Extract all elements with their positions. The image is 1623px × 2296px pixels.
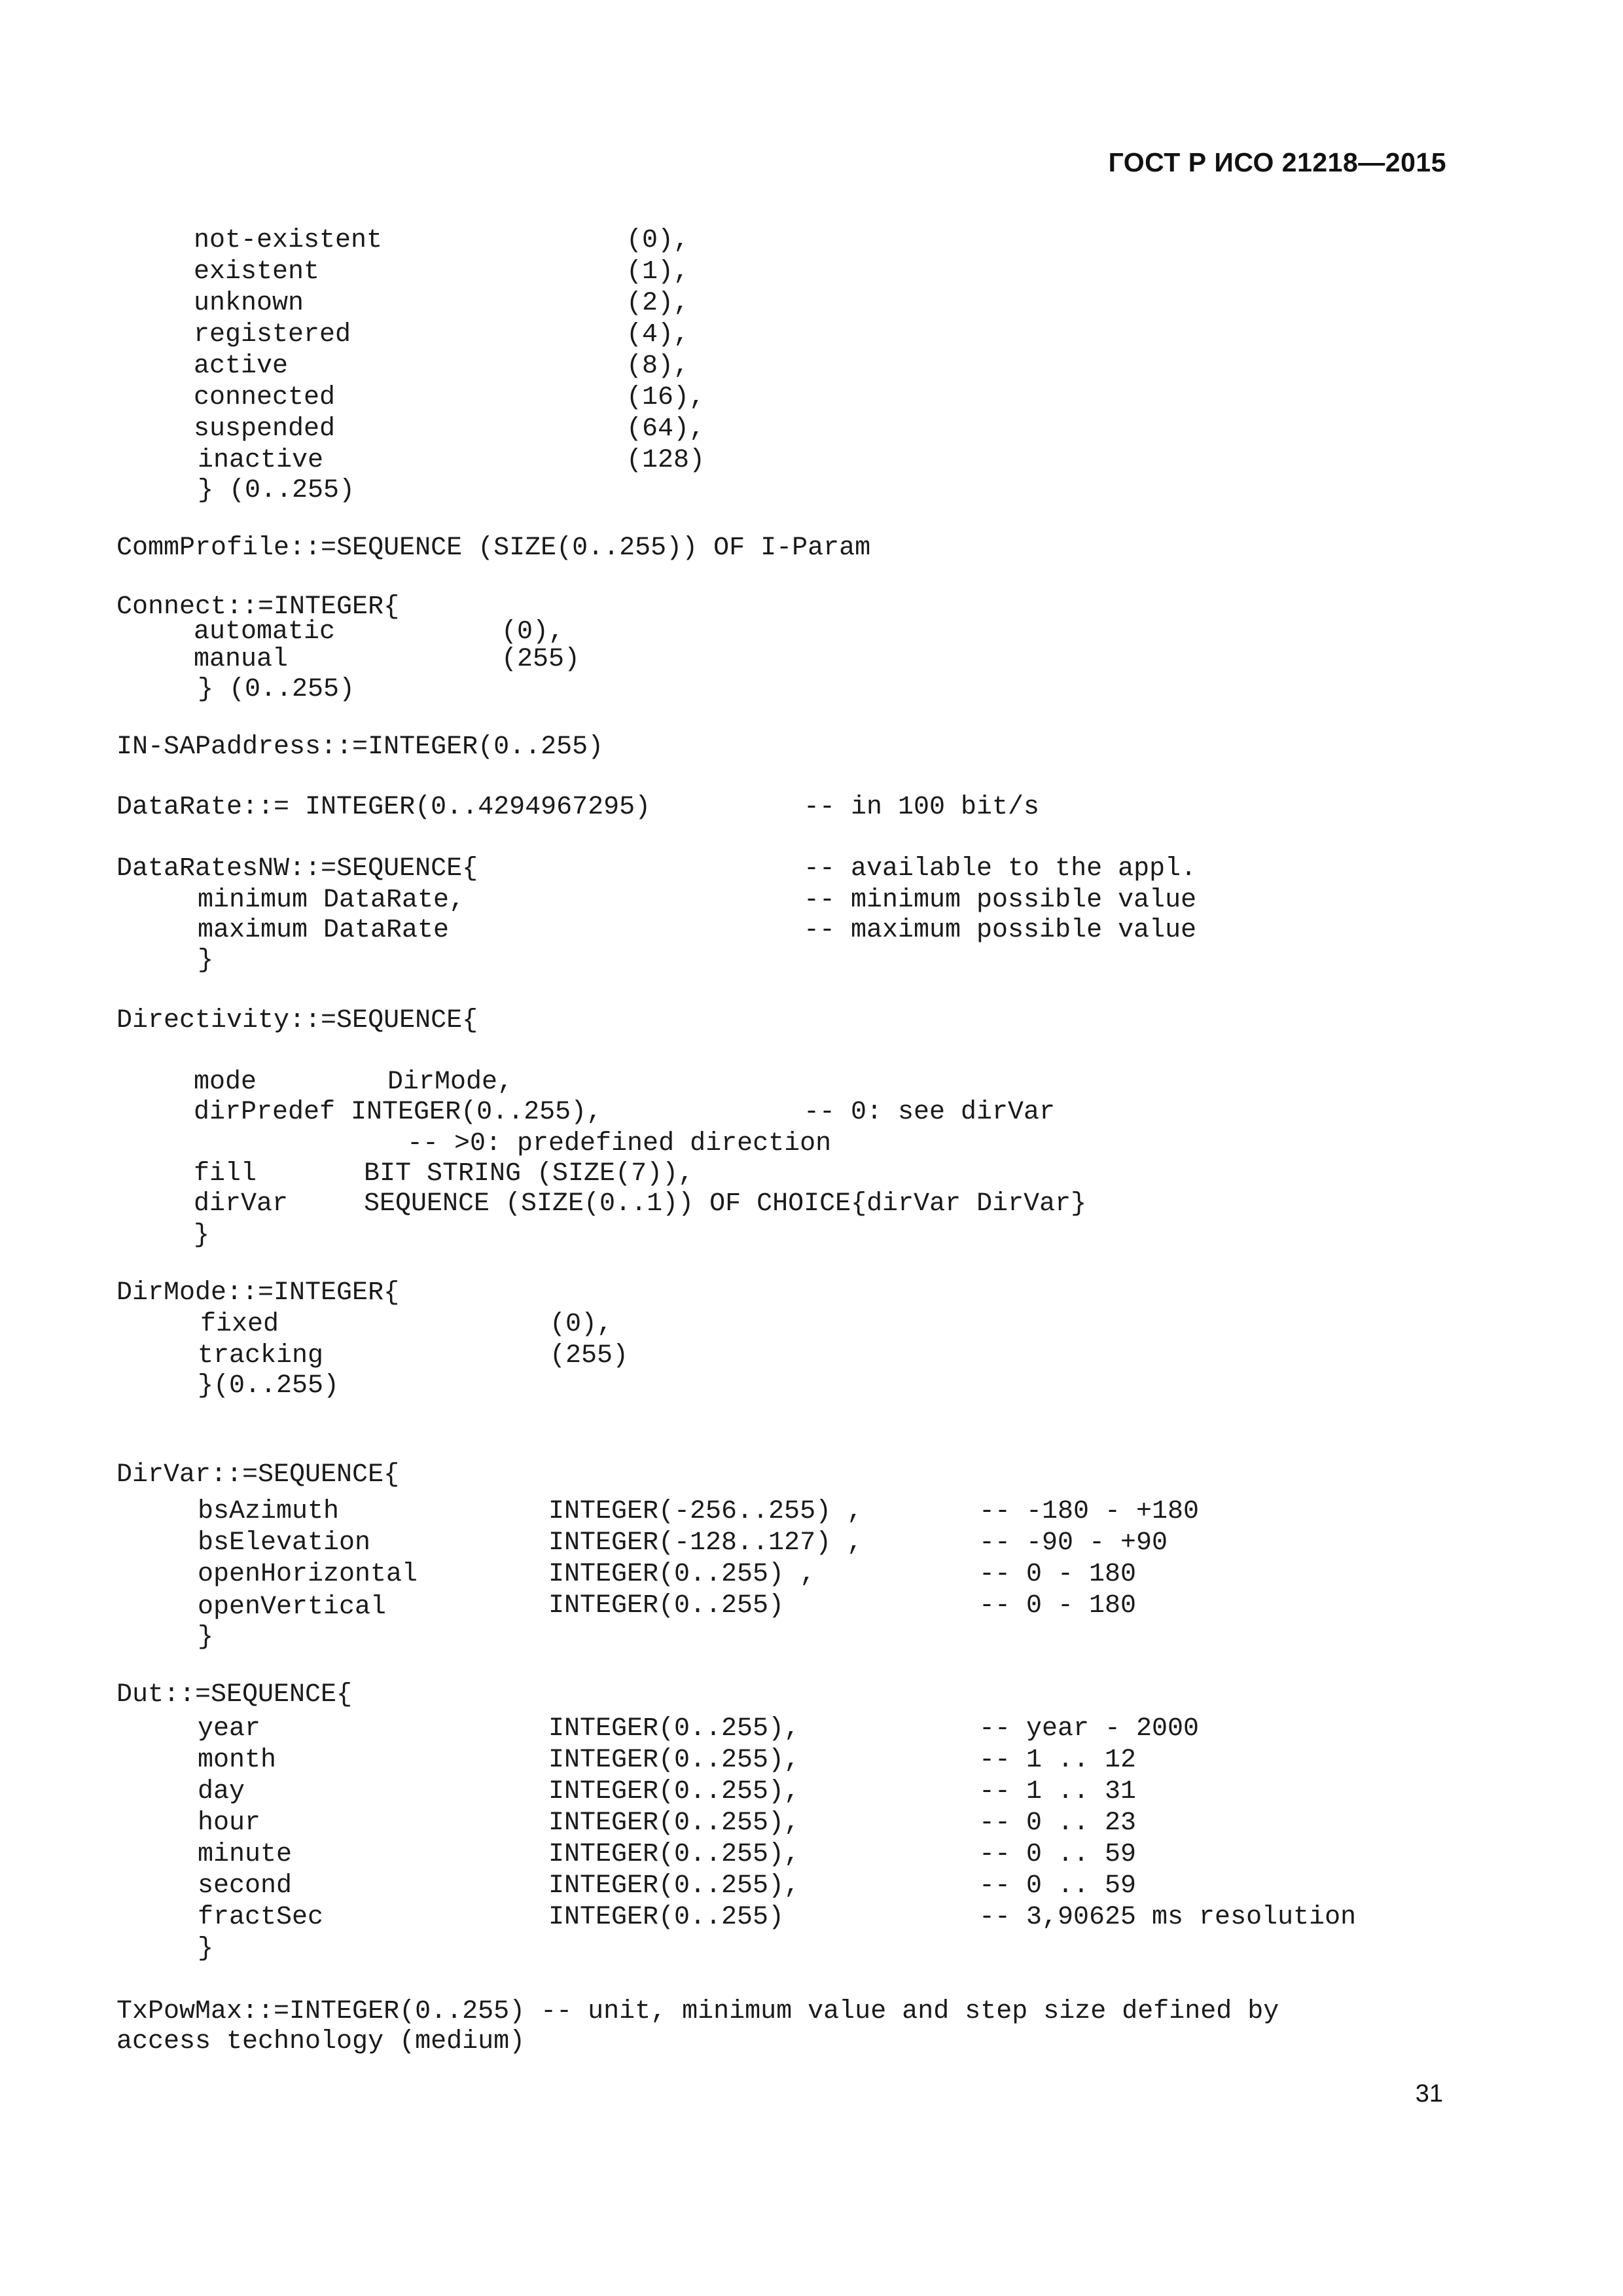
code-line: -- 1 .. 12 bbox=[979, 1746, 1137, 1775]
code-line: DataRate::= INTEGER(0..4294967295) bbox=[116, 793, 651, 822]
code-line: -- -180 - +180 bbox=[979, 1497, 1200, 1526]
code-line: automatic bbox=[194, 617, 336, 647]
code-line: registered bbox=[194, 320, 351, 350]
page-number: 31 bbox=[1415, 2080, 1443, 2108]
code-line: Connect::=INTEGER{ bbox=[116, 592, 400, 622]
code-line: existent bbox=[194, 257, 320, 287]
code-line: INTEGER(0..255), bbox=[548, 1808, 800, 1838]
code-line: -- 1 .. 31 bbox=[979, 1777, 1137, 1806]
code-line: INTEGER(0..255), bbox=[548, 1871, 800, 1901]
code-line: -- -90 - +90 bbox=[979, 1528, 1168, 1558]
code-line: (2), bbox=[626, 289, 690, 318]
code-line: BIT STRING (SIZE(7)), bbox=[364, 1159, 694, 1189]
code-line: } (0..255) bbox=[198, 476, 355, 505]
code-line: year bbox=[198, 1714, 261, 1744]
code-line: -- 0: see dirVar bbox=[804, 1098, 1056, 1127]
code-line: -- 0 .. 59 bbox=[979, 1840, 1137, 1869]
code-line: } bbox=[198, 1623, 214, 1652]
code-line: (1), bbox=[626, 257, 690, 287]
code-line: hour bbox=[198, 1808, 261, 1838]
code-line: active bbox=[194, 351, 289, 381]
code-line: -- year - 2000 bbox=[979, 1714, 1200, 1744]
code-line: -- maximum possible value bbox=[804, 916, 1197, 945]
code-line: INTEGER(0..255), bbox=[548, 1777, 800, 1806]
code-line: -- 0 .. 59 bbox=[979, 1871, 1137, 1901]
code-line: dirPredef INTEGER(0..255), bbox=[194, 1098, 603, 1127]
code-line: maximum DataRate bbox=[198, 916, 450, 945]
code-line: (16), bbox=[626, 383, 705, 412]
code-line: DirMode, bbox=[387, 1067, 514, 1097]
code-line: -- 0 - 180 bbox=[979, 1591, 1137, 1621]
code-line: INTEGER(0..255), bbox=[548, 1840, 800, 1869]
code-line: openVertical bbox=[198, 1592, 387, 1622]
code-line: access technology (medium) bbox=[116, 2027, 526, 2056]
code-line: openHorizontal bbox=[198, 1560, 418, 1589]
code-line: inactive bbox=[198, 446, 324, 475]
code-line: (255) bbox=[501, 645, 580, 674]
code-line: day bbox=[198, 1777, 245, 1806]
code-line: (0), bbox=[550, 1310, 613, 1339]
code-line: } bbox=[198, 946, 214, 975]
code-line: second bbox=[198, 1871, 293, 1901]
code-line: } bbox=[198, 1934, 214, 1964]
code-line: tracking bbox=[198, 1341, 324, 1371]
code-line: }(0..255) bbox=[198, 1371, 340, 1401]
code-line: (64), bbox=[626, 414, 705, 444]
code-line: } bbox=[194, 1221, 210, 1250]
code-line: INTEGER(-256..255) , bbox=[548, 1497, 863, 1526]
code-line: INTEGER(0..255) bbox=[548, 1591, 785, 1621]
code-line: (8), bbox=[626, 351, 690, 381]
code-line: TxPowMax::=INTEGER(0..255) -- unit, minimum value and step size defined by bbox=[116, 1997, 1279, 2026]
code-line: Directivity::=SEQUENCE{ bbox=[116, 1006, 478, 1035]
code-line: unknown bbox=[194, 289, 304, 318]
code-line: minimum DataRate, bbox=[198, 886, 465, 915]
code-line: SEQUENCE (SIZE(0..1)) OF CHOICE{dirVar DirVar} bbox=[364, 1189, 1087, 1219]
code-line: -- minimum possible value bbox=[804, 886, 1197, 915]
code-line: (128) bbox=[626, 446, 705, 475]
code-line: DataRatesNW::=SEQUENCE{ bbox=[116, 854, 478, 884]
code-line: DirMode::=INTEGER{ bbox=[116, 1278, 400, 1308]
code-line: connected bbox=[194, 383, 336, 412]
code-line: month bbox=[198, 1746, 277, 1775]
code-line: fill bbox=[194, 1159, 257, 1189]
code-line: bsAzimuth bbox=[198, 1497, 340, 1526]
code-line: Dut::=SEQUENCE{ bbox=[116, 1680, 353, 1710]
code-line: suspended bbox=[194, 414, 336, 444]
code-line: (255) bbox=[550, 1341, 629, 1371]
code-line: -- available to the appl. bbox=[804, 854, 1197, 884]
code-line: manual bbox=[194, 645, 289, 674]
code-line: -- 0 - 180 bbox=[979, 1560, 1137, 1589]
standard-header: ГОСТ Р ИСО 21218—2015 bbox=[1108, 147, 1446, 177]
code-line: DirVar::=SEQUENCE{ bbox=[116, 1460, 400, 1490]
code-line: mode bbox=[194, 1067, 257, 1097]
code-line: (0), bbox=[501, 617, 565, 647]
code-line: -- in 100 bit/s bbox=[804, 793, 1040, 822]
code-line: fixed bbox=[200, 1310, 279, 1339]
code-line: (0), bbox=[626, 226, 690, 255]
code-line: INTEGER(0..255) bbox=[548, 1903, 785, 1932]
code-line: IN-SAPaddress::=INTEGER(0..255) bbox=[116, 732, 604, 762]
code-line: CommProfile::=SEQUENCE (SIZE(0..255)) OF I-Param bbox=[116, 533, 871, 563]
code-line: } (0..255) bbox=[198, 675, 355, 704]
code-line: dirVar bbox=[194, 1189, 289, 1219]
code-line: -- >0: predefined direction bbox=[407, 1129, 832, 1158]
code-line: (4), bbox=[626, 320, 690, 350]
code-line: INTEGER(0..255) , bbox=[548, 1560, 816, 1589]
code-line: -- 0 .. 23 bbox=[979, 1808, 1137, 1838]
code-line: -- 3,90625 ms resolution bbox=[979, 1903, 1357, 1932]
code-line: INTEGER(0..255), bbox=[548, 1746, 800, 1775]
code-line: fractSec bbox=[198, 1903, 324, 1932]
code-line: minute bbox=[198, 1840, 293, 1869]
code-line: not-existent bbox=[194, 226, 383, 255]
code-line: INTEGER(0..255), bbox=[548, 1714, 800, 1744]
code-line: bsElevation bbox=[198, 1528, 371, 1558]
code-line: INTEGER(-128..127) , bbox=[548, 1528, 863, 1558]
